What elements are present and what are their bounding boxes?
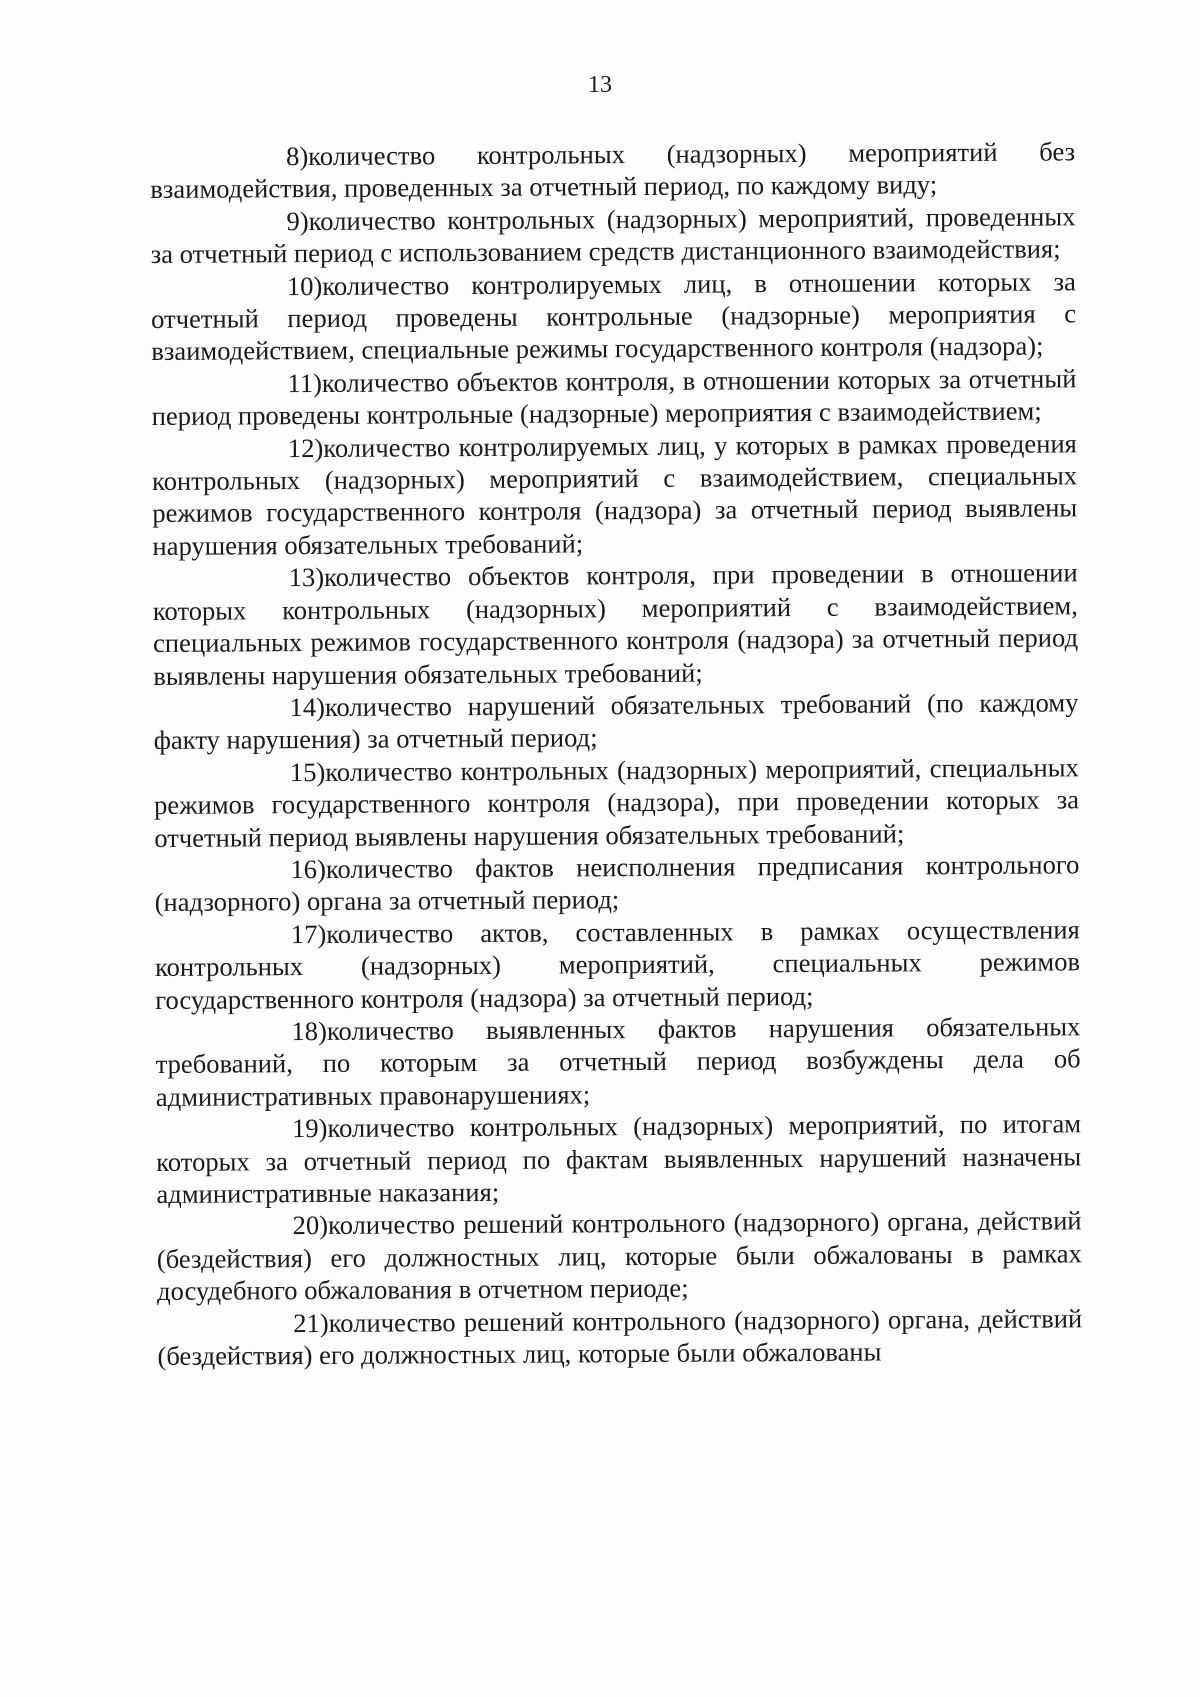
list-item	[154, 751, 1080, 854]
item-number: 21)	[293, 1307, 329, 1338]
list-item	[157, 1205, 1083, 1308]
item-text: количество контрольных (надзорных) мероприятий без взаимодействия, проведенных за отчетный период, по каждому виду;	[150, 136, 1076, 205]
list-item	[155, 1010, 1081, 1113]
item-number: 12)	[287, 432, 324, 463]
list-item	[151, 265, 1077, 368]
item-text: количество объектов контроля, при проведении в отношении которых контрольных (надзорных) мероприятий с взаимодействием, специальных режимов государственного контроля (надзора) за отчетный период выявлены нарушения обязательных требований;	[152, 557, 1079, 691]
item-text: количество контрольных (надзорных) мероприятий, по итогам которых за отчетный период по фактам выявленных нарушений назначены административные наказания;	[156, 1108, 1082, 1209]
item-text: количество решений контрольного (надзорного) органа, действий (бездействия) его должностных лиц, которые были обжалованы	[157, 1302, 1083, 1372]
list-item	[157, 1302, 1082, 1372]
item-number: 19)	[291, 1113, 328, 1144]
item-text: количество контрольных (надзорных) мероприятий, специальных режимов государственного контроля (надзора), при проведении которых за отчетный период выявлены нарушения обязательных требований;	[153, 752, 1080, 853]
item-number: 9)	[286, 205, 309, 236]
item-text: количество нарушений обязательных требований (по каждому факту нарушения) за отчетный период;	[153, 687, 1079, 756]
item-number: 20)	[292, 1210, 329, 1241]
item-number: 14)	[289, 691, 326, 723]
list-item	[155, 913, 1081, 1016]
item-number: 18)	[291, 1015, 327, 1047]
item-number: 11)	[287, 367, 323, 399]
list-item	[153, 557, 1079, 692]
item-text: количество контролируемых лиц, у которых в рамках проведения контрольных (надзорных) мероприятий с взаимодействием, специальных режимов государственного контроля (надзора) за отчетный период выявлены нарушения обязательных требований;	[151, 428, 1078, 561]
item-number: 13)	[288, 562, 325, 593]
list-item	[154, 848, 1079, 918]
list-item	[150, 200, 1075, 270]
item-text: количество актов, составленных в рамках осуществления контрольных (надзорных) мероприятий, специальных режимов государственного контроля (надзора) за отчетный период;	[154, 914, 1081, 1015]
list-item	[151, 362, 1076, 432]
item-text: количество решений контрольного (надзорного) органа, действий (бездействия) его должностных лиц, которые были обжалованы в рамках досудебного обжалования в отчетном периоде;	[156, 1205, 1082, 1307]
list-item	[150, 135, 1075, 205]
list-item	[153, 686, 1078, 756]
list-item	[156, 1108, 1082, 1211]
item-text: количество контролируемых лиц, в отношении которых за отчетный период проведены контрольные (надзорные) мероприятия с взаимодействием, специальные режимы государственного контроля (надзора);	[150, 265, 1077, 367]
item-number: 16)	[290, 853, 326, 885]
list-item	[152, 427, 1078, 562]
document-body	[150, 135, 1083, 1372]
item-text: количество выявленных фактов нарушения обязательных требований, по которым за отчетный период возбуждены дела об административных правонарушениях;	[155, 1011, 1081, 1112]
item-text: количество фактов неисполнения предписания контрольного (надзорного) органа за отчетный период;	[154, 849, 1080, 918]
page-number: 13	[588, 72, 612, 98]
item-number: 10)	[286, 270, 323, 301]
item-text: количество контрольных (надзорных) мероприятий, проведенных за отчетный период с использованием средств дистанционного взаимодействия;	[150, 201, 1076, 270]
item-number: 17)	[290, 918, 327, 949]
item-text: количество объектов контроля, в отношении которых за отчетный период проведены контрольные (надзорные) мероприятия с взаимодействием;	[151, 363, 1077, 432]
item-number: 15)	[289, 756, 326, 787]
item-number: 8)	[286, 141, 309, 172]
